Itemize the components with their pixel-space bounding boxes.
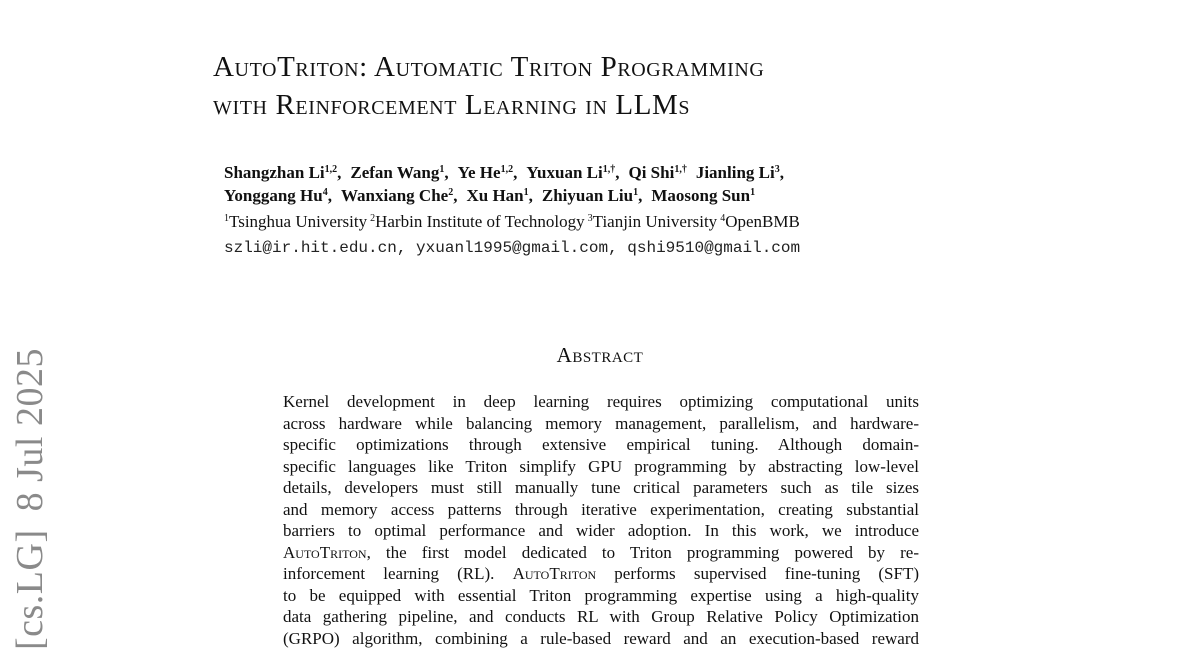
abstract-line: details, developers must still manually tune critical parameters such as tile sizes <box>283 478 919 497</box>
author-name <box>651 186 755 205</box>
paper-title <box>213 48 1093 124</box>
affiliation-item <box>370 212 585 231</box>
model-name: AutoTriton <box>283 542 367 562</box>
author-name <box>341 186 457 205</box>
abstract-line: and memory access patterns through iterative experimentation, creating substantial <box>283 499 919 519</box>
author-row <box>224 184 1124 207</box>
author-name-text: Yuxuan Li <box>526 163 603 182</box>
abstract-line: barriers to optimal performance and wider adoption. In this work, we introduce <box>283 521 919 540</box>
author-separator: , <box>638 186 643 205</box>
author-affiliation-marker: 2 <box>448 187 454 198</box>
abstract-line: specific optimizations through extensive empirical tuning. Although domain- <box>283 435 919 454</box>
author-name-text: Shangzhan Li <box>224 163 325 182</box>
abstract-line: Kernel development in deep learning requires optimizing computational units <box>283 392 919 411</box>
title-line: AutoTriton: Automatic Triton Programming <box>213 51 765 83</box>
author-separator: , <box>513 163 518 182</box>
author-name-text: Yonggang Hu <box>224 186 323 205</box>
author-affiliation-marker: 1,2 <box>500 164 514 175</box>
affiliation-name: Harbin Institute of Technology <box>375 212 585 231</box>
author-name-text: Jianling Li <box>695 163 775 182</box>
author-name-text: Maosong Sun <box>651 186 751 205</box>
author-name-text: Xu Han <box>466 186 524 205</box>
affiliation-marker: 2 <box>370 213 376 224</box>
author-name <box>458 163 518 182</box>
author-affiliation-marker: 1,2 <box>324 164 338 175</box>
author-affiliation-marker: 1 <box>523 187 529 198</box>
author-name-text: Qi Shi <box>628 163 675 182</box>
author-name <box>628 163 686 182</box>
affiliation-name: Tsinghua University <box>229 212 368 231</box>
author-affiliation-marker: 1,† <box>674 164 687 175</box>
title-line: with Reinforcement Learning in LLMs <box>213 89 691 121</box>
abstract-line: (GRPO) algorithm, combining a rule-based reward and an execution-based reward <box>283 628 919 648</box>
author-name <box>224 163 341 182</box>
abstract-line: inforcement learning (RL). AutoTriton performs supervised fine-tuning (SFT) <box>283 564 919 583</box>
affiliation-name: OpenBMB <box>725 212 800 231</box>
author-name-text: Wanxiang Che <box>340 186 449 205</box>
author-name <box>542 186 642 205</box>
author-emails: szli@ir.hit.edu.cn, yxuanl1995@gmail.com, qshi9510@gmail.com <box>224 239 801 257</box>
author-name-text: Zhiyuan Liu <box>541 186 634 205</box>
affiliation-item <box>720 212 800 231</box>
affiliation-marker: 1 <box>224 213 229 224</box>
abstract-line: data gathering pipeline, and conducts RL with Group Relative Policy Optimization <box>283 607 919 626</box>
affiliation-item <box>588 212 718 231</box>
abstract-line: AutoTriton, the first model dedicated to Triton programming powered by re- <box>283 542 919 562</box>
author-affiliation-marker: 1 <box>750 187 756 198</box>
author-row <box>224 161 1124 184</box>
author-separator: , <box>779 163 784 182</box>
affiliations <box>224 211 1124 233</box>
author-name-text: Ye He <box>457 163 501 182</box>
author-affiliation-marker: 1,† <box>602 164 616 175</box>
author-name <box>350 163 448 182</box>
author-separator: , <box>615 163 620 182</box>
affiliation-marker: 4 <box>720 213 726 224</box>
author-affiliation-marker: 1 <box>439 164 445 175</box>
author-affiliation-marker: 4 <box>322 187 328 198</box>
abstract-line: across hardware while balancing memory management, parallelism, and hardware- <box>283 413 919 433</box>
author-separator: , <box>327 186 332 205</box>
author-separator: , <box>444 163 449 182</box>
abstract-line: to be equipped with essential Triton programming expertise using a high-quality <box>283 585 919 605</box>
author-separator: , <box>528 186 533 205</box>
model-name: AutoTriton <box>512 564 597 583</box>
author-separator: , <box>337 163 342 182</box>
author-separator: , <box>453 186 458 205</box>
abstract-body <box>283 391 919 649</box>
author-affiliation-marker: 3 <box>774 164 780 175</box>
author-name <box>466 186 532 205</box>
author-name <box>526 163 619 182</box>
author-affiliation-marker: 1 <box>633 187 639 198</box>
arxiv-date: 8 Jul 2025 <box>9 348 51 512</box>
author-name <box>696 163 784 182</box>
affiliation-item <box>224 212 367 231</box>
affiliation-marker: 3 <box>587 213 593 224</box>
author-name <box>224 186 332 205</box>
abstract-line: specific languages like Triton simplify GPU programming by abstracting low-level <box>283 456 919 476</box>
author-name-text: Zefan Wang <box>350 163 440 182</box>
arxiv-identifier-stamp <box>8 348 52 650</box>
affiliation-name: Tianjin University <box>592 212 718 231</box>
abstract-heading: Abstract <box>556 343 644 367</box>
arxiv-category: [cs.LG] <box>9 529 51 650</box>
author-list <box>224 161 1124 207</box>
